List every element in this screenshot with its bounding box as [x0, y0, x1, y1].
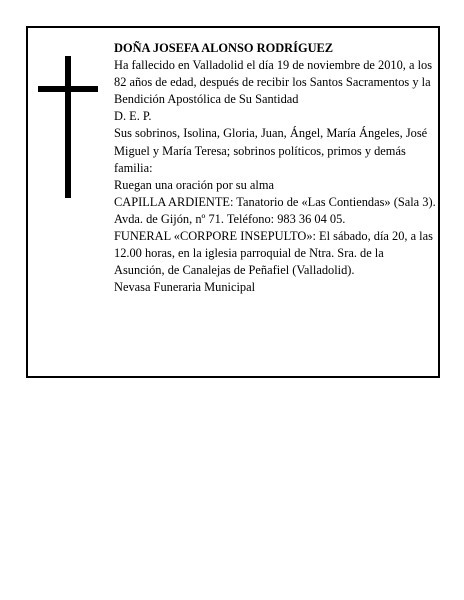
chapel-info: CAPILLA ARDIENTE: Tanatorio de «Las Contiendas» (Sala 3). Avda. de Gijón, nº 71. Teléfono: 983 36 04 05.: [114, 194, 436, 226]
family-list: Sus sobrinos, Isolina, Gloria, Juan, Ángel, María Ángeles, José Miguel y María Teresa; sobrinos políticos, primos y demás familia:: [114, 126, 428, 175]
cross-icon: [38, 56, 98, 198]
funeral-info: FUNERAL «CORPORE INSEPULTO»: El sábado, día 20, a las 12.00 horas, en la iglesia parroquial de Ntra. Sra. de la Asunción, de Canalejas de Peñafiel (Valladolid).: [114, 229, 433, 278]
dep-line: D. E. P.: [114, 109, 152, 124]
funeral-home: Nevasa Funeraria Municipal: [114, 280, 256, 295]
cross-vertical-bar: [65, 56, 71, 198]
cross-horizontal-bar: [38, 86, 98, 92]
prayer-request: Ruegan una oración por su alma: [114, 177, 274, 192]
notice-text: [114, 40, 436, 296]
deceased-name: DOÑA JOSEFA ALONSO RODRÍGUEZ: [114, 41, 334, 55]
death-statement: Ha fallecido en Valladolid el día 19 de noviembre de 2010, a los 82 años de edad, después de recibir los Santos Sacramentos y la Bendición Apostólica de Su Santidad: [114, 58, 433, 107]
obituary-notice: [26, 26, 440, 378]
